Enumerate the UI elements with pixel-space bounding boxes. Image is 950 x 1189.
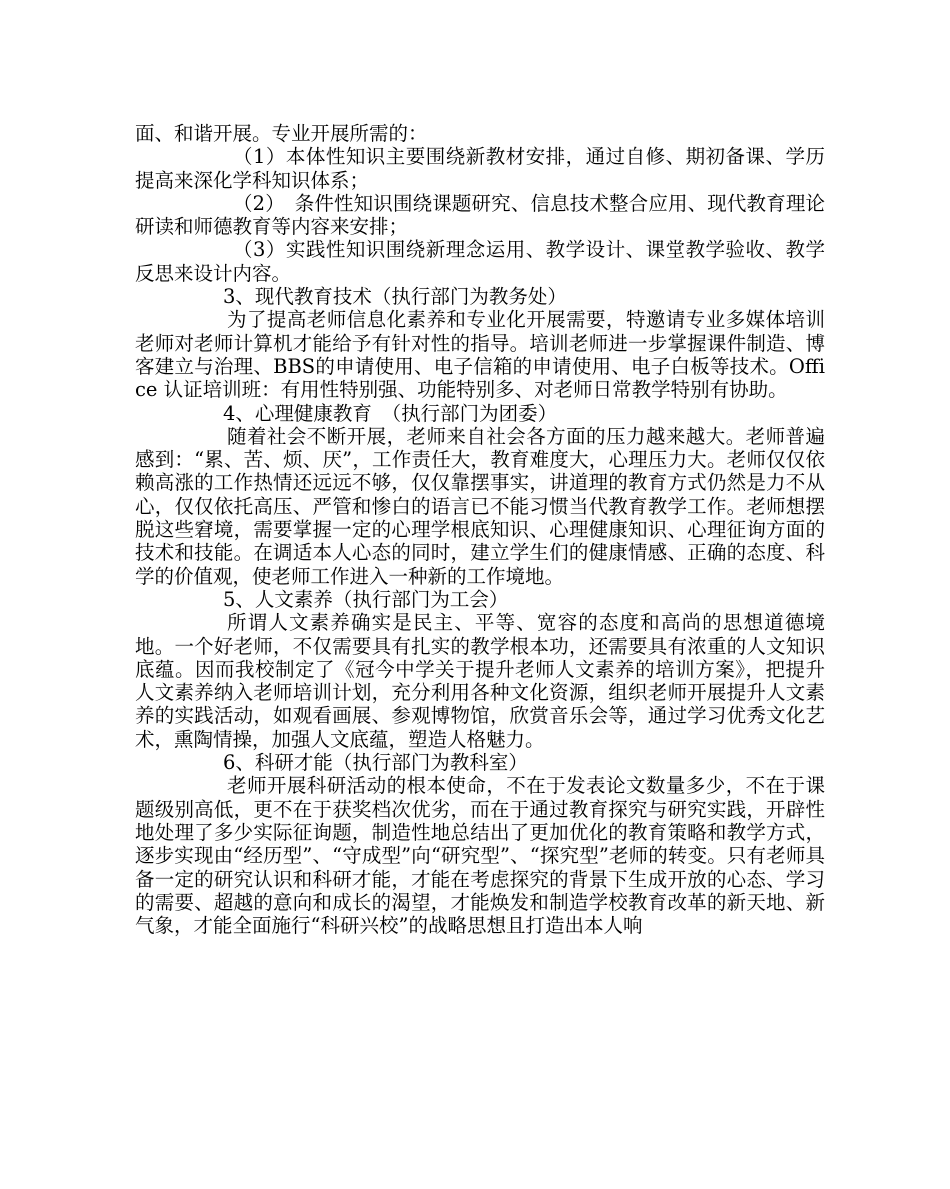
section-body-4: 随着社会不断开展，老师来自社会各方面的压力越来越大。老师普遍感到：“累、苦、烦、厌”，工作责任大，教育难度大，心理压力大。老师仅仅依赖高涨的工作热情还远远不够，仅仅靠摆事实，讲道理的教育方式仍然是力不从心，仅仅依托高压、严管和惨白的语言已不能习惯当代教育教学工作。老师想摆脱这些窘境，需要掌握一定的心理学根底知识、心理健康知识、心理征询方面的技术和技能。在调适本人心态的同时，建立学生们的健康情感、正确的态度、科学的价值观，使老师工作进入一种新的工作境地。 xyxy=(135,424,825,588)
section-heading-5: 5、人文素养（执行部门为工会） xyxy=(223,587,509,611)
paragraph-item-1: （1）本体性知识主要围绕新教材安排，通过自修、期初备课、学历提高来深化学科知识体系； xyxy=(135,145,825,192)
paragraph-intro: 面、和谐开展。专业开展所需的： xyxy=(135,122,428,145)
section-body-5: 所谓人文素养确实是民主、平等、宽容的态度和高尚的思想道德境地。一个好老师，不仅需要具有扎实的教学根本功，还需要具有浓重的人文知识底蕴。因而我校制定了《冠今中学关于提升老师人文素养的培训方案》，把提升人文素养纳入老师培训计划，充分利用各种文化资源，组织老师开展提升人文素养的实践活动，如观看画展、参观博物馆，欣赏音乐会等，通过学习优秀文化艺术，熏陶情操，加强人文底蕴，塑造人格魅力。 xyxy=(135,611,825,751)
paragraph-item-2: （2） 条件性知识围绕课题研究、信息技术整合应用、现代教育理论研读和师德教育等内容来安排； xyxy=(135,191,825,239)
section-heading-6: 6、科研才能（执行部门为教科室） xyxy=(223,751,528,775)
paragraph-item-3: （3）实践性知识围绕新理念运用、教学设计、课堂教学验收、教学反思来设计内容。 xyxy=(135,238,825,285)
document-body xyxy=(135,122,825,937)
section-heading-4: 4、心理健康教育 （执行部门为团委） xyxy=(223,401,558,425)
section-heading-3: 3、现代教育技术（执行部门为教务处） xyxy=(223,285,567,309)
section-body-3: 为了提高老师信息化素养和专业化开展需要，特邀请专业多媒体培训老师对老师计算机才能给予有针对性的指导。培训老师进一步掌握课件制造、博客建立与治理、BBS的申请使用、电子信箱的申请使用、电子白板等技术。Office 认证培训班：有用性特别强、功能特别多、对老师日常教学特别有协助。 xyxy=(135,308,825,402)
section-body-6: 老师开展科研活动的根本使命，不在于发表论文数量多少，不在于课题级别高低，更不在于获奖档次优劣，而在于通过教育探究与研究实践，开辟性地处理了多少实际征询题，制造性地总结出了更加优化的教育策略和教学方式，逐步实现由“经历型”、“守成型”向“研究型”、“探究型”老师的转变。只有老师具备一定的研究认识和科研才能，才能在考虑探究的背景下生成开放的心态、学习的需要、超越的意向和成长的渴望，才能焕发和制造学校教育改革的新天地、新气象，才能全面施行“科研兴校”的战略思想且打造出本人响 xyxy=(135,774,825,938)
